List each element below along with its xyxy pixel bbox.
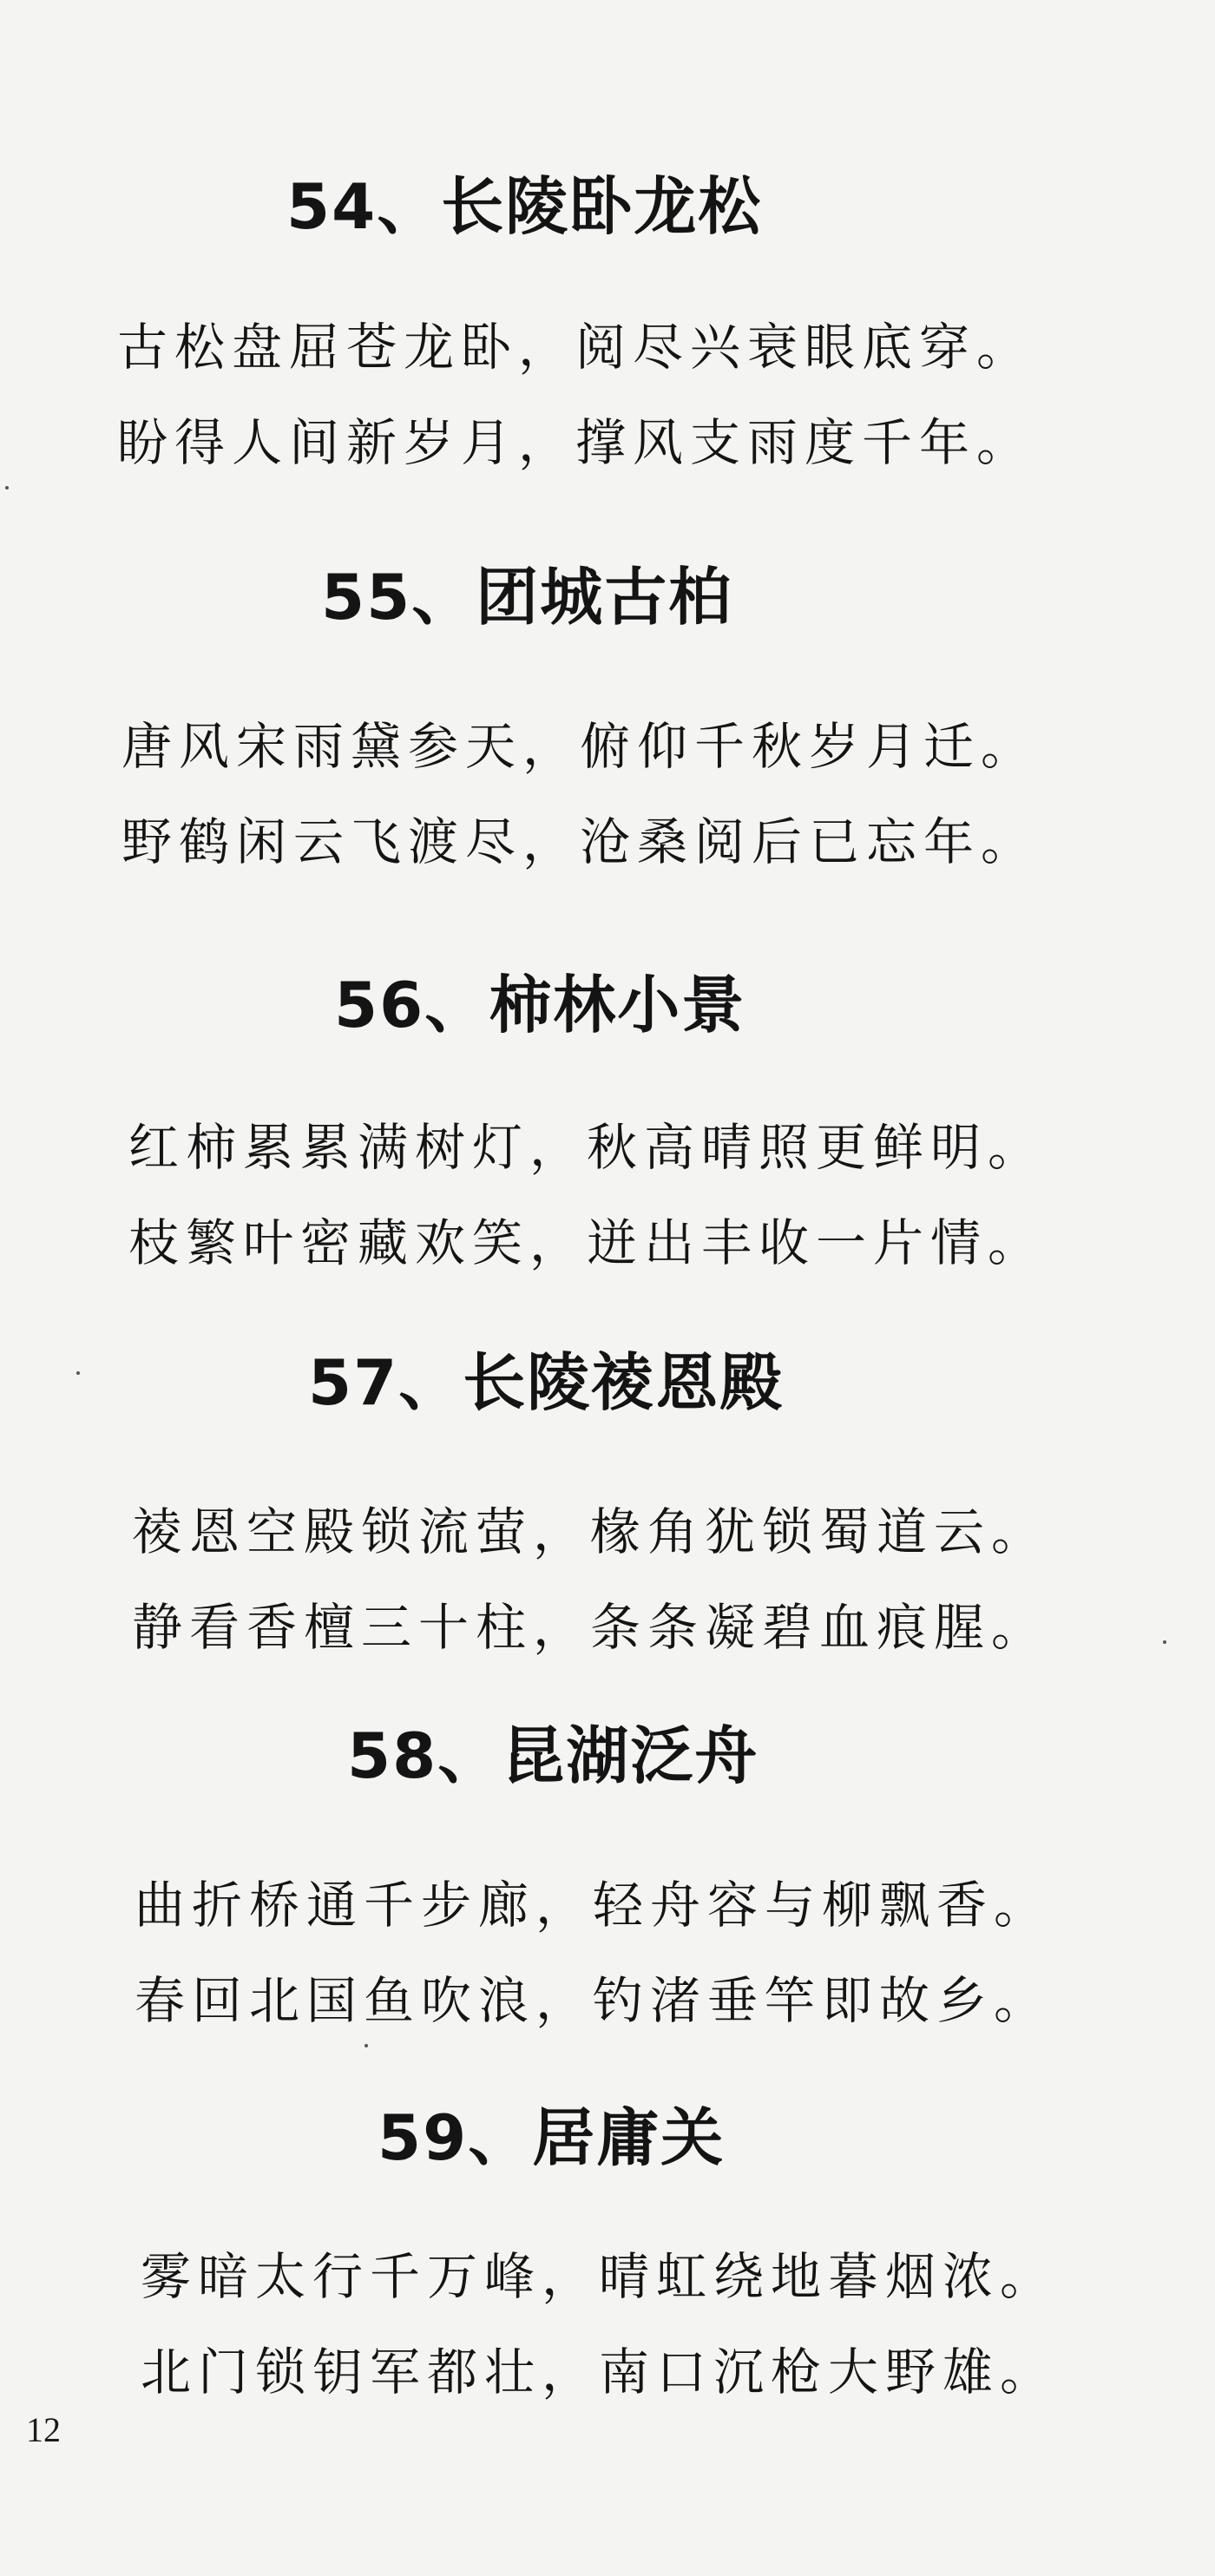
poem-title: 57、长陵祾恩殿 [308, 1346, 785, 1419]
poem-line: 枝繁叶密藏欢笑，迸出丰收一片情。 [128, 1213, 1046, 1272]
poem-line: 野鹤闲云飞渡尽，沧桑阅后已忘年。 [122, 812, 1039, 871]
poem-56 [0, 963, 1215, 1272]
poem-line: 曲折桥通千步廊，轻舟容与柳飘香。 [135, 1876, 1052, 1935]
paper-speck [364, 2044, 368, 2047]
poem-58 [0, 1714, 1215, 2030]
poem-line: 红柿累累满树灯，秋高晴照更鲜明。 [128, 1118, 1046, 1177]
poem-57 [0, 1341, 1215, 1657]
poem-55 [0, 555, 1215, 871]
poem-line: 雾暗太行千万峰，晴虹绕地暮烟浓。 [141, 2247, 1058, 2306]
paper-speck [76, 1371, 80, 1375]
poem-line: 古松盘屈苍龙卧，阅尽兴衰眼底穿。 [117, 318, 1034, 377]
paper-speck [1163, 1640, 1166, 1644]
poem-59 [0, 2096, 1215, 2402]
poem-line: 盼得人间新岁月，撑风支雨度千年。 [117, 413, 1034, 472]
poem-title: 54、长陵卧龙松 [286, 170, 763, 243]
poem-title: 56、柿林小景 [334, 969, 746, 1042]
poem-line: 静看香檀三十柱，条条凝碧血痕腥。 [132, 1598, 1049, 1657]
paper-speck [5, 486, 9, 490]
poem-line: 祾恩空殿锁流萤，椽角犹锁蜀道云。 [132, 1502, 1049, 1561]
poem-line: 北门锁钥军都壮，南口沉枪大野雄。 [141, 2343, 1058, 2402]
poem-54 [0, 165, 1215, 472]
poem-title: 55、团城古柏 [321, 561, 733, 634]
poem-line: 唐风宋雨黛参天，俯仰千秋岁月迁。 [122, 717, 1039, 776]
poem-title: 58、昆湖泛舟 [347, 1719, 759, 1792]
page-number: 12 [26, 2410, 61, 2449]
poem-line: 春回北国鱼吹浪，钓渚垂竿即故乡。 [135, 1971, 1052, 2030]
poem-title: 59、居庸关 [378, 2101, 726, 2174]
